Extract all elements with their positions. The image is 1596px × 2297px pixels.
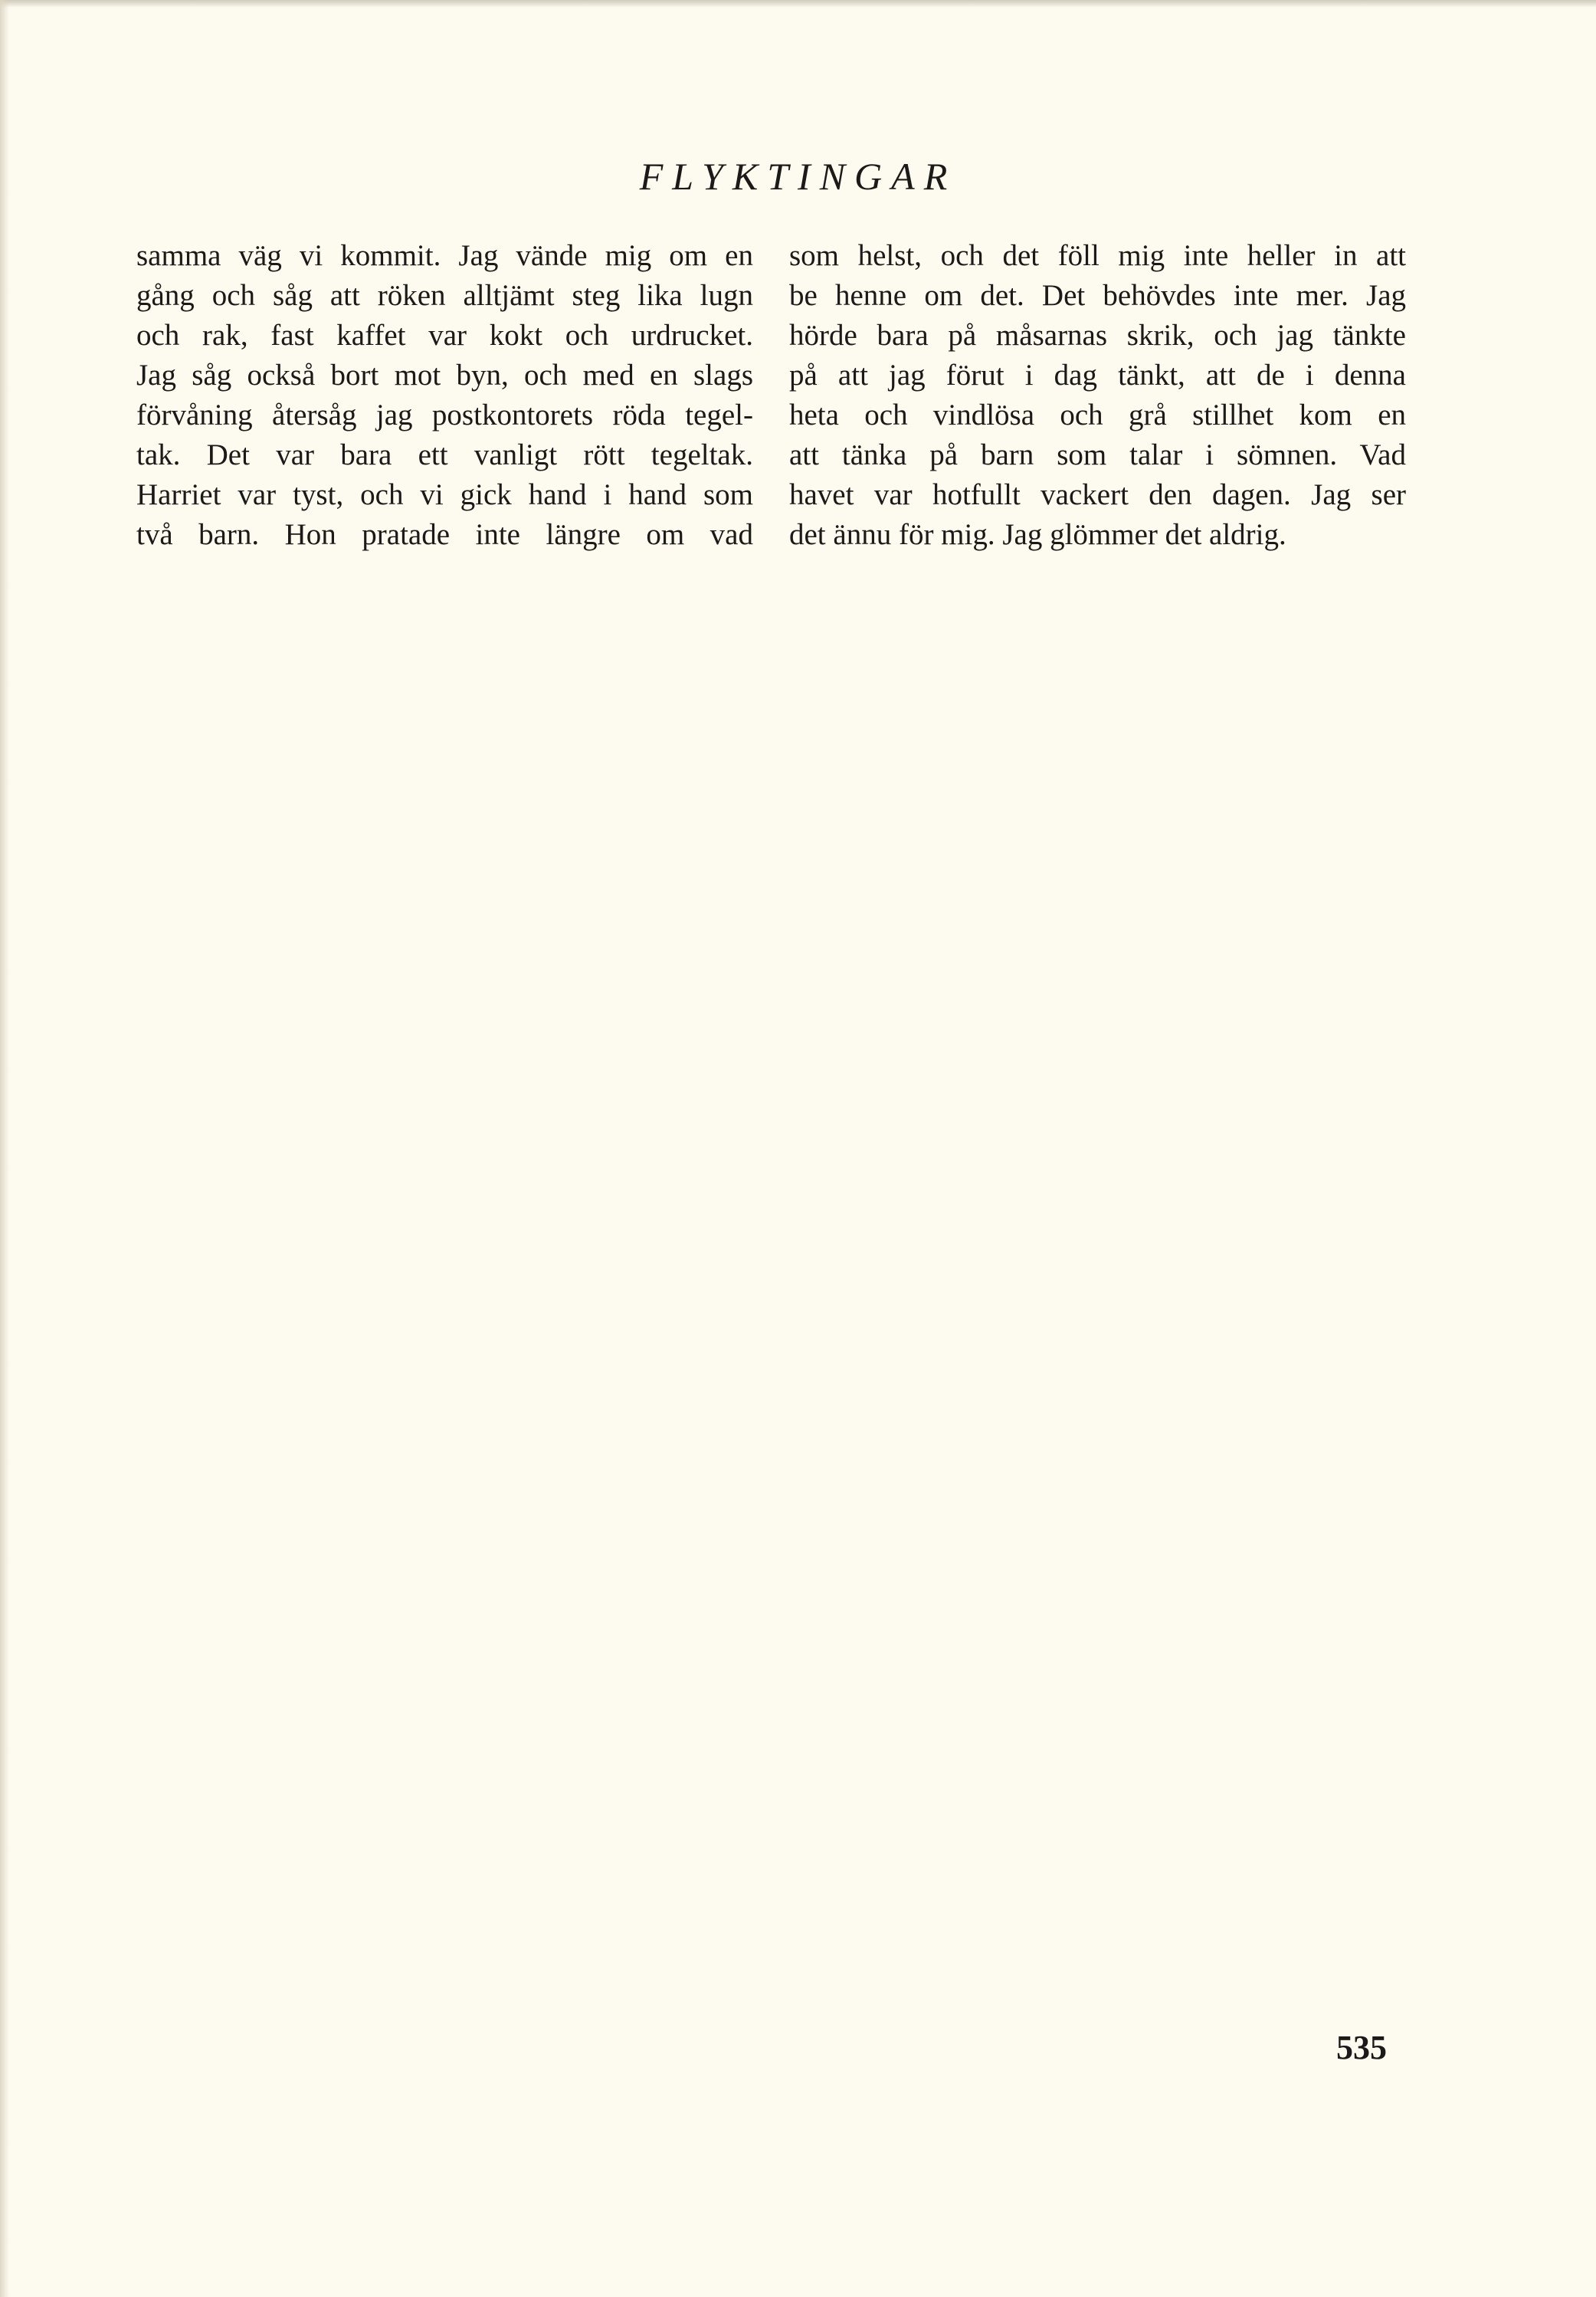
text-line: på att jag förut i dag tänkt, att de i denna [789,359,1406,392]
page-number: 535 [1336,2029,1387,2066]
text-line: samma väg vi kommit. Jag vände mig om en [136,239,753,272]
text-line: förvåning återsåg jag postkontorets röda tegel- [136,399,753,432]
text-line: hörde bara på måsarnas skrik, och jag tänkte [789,319,1406,352]
text-line: och rak, fast kaffet var kokt och urdrucket. [136,319,753,352]
text-column-left [136,236,753,555]
text-line: havet var hotfullt vackert den dagen. Jag ser [789,478,1406,511]
text-line: att tänka på barn som talar i sömnen. Vad [789,438,1406,471]
text-column-right [789,236,1406,555]
page-left-edge [0,0,9,2297]
text-line: som helst, och det föll mig inte heller in att [789,239,1406,272]
page-top-edge [0,0,1596,8]
text-line: Harriet var tyst, och vi gick hand i hand som [136,478,753,511]
text-line: gång och såg att röken alltjämt steg lika lugn [136,279,753,312]
text-line: Jag såg också bort mot byn, och med en slags [136,359,753,392]
text-line: två barn. Hon pratade inte längre om vad [136,518,753,551]
text-line: tak. Det var bara ett vanligt rött tegeltak. [136,438,753,471]
running-head: FLYKTINGAR [639,155,957,198]
text-line: heta och vindlösa och grå stillhet kom en [789,399,1406,432]
text-line: det ännu för mig. Jag glömmer det aldrig. [789,518,1286,551]
text-line: be henne om det. Det behövdes inte mer. Jag [789,279,1406,312]
